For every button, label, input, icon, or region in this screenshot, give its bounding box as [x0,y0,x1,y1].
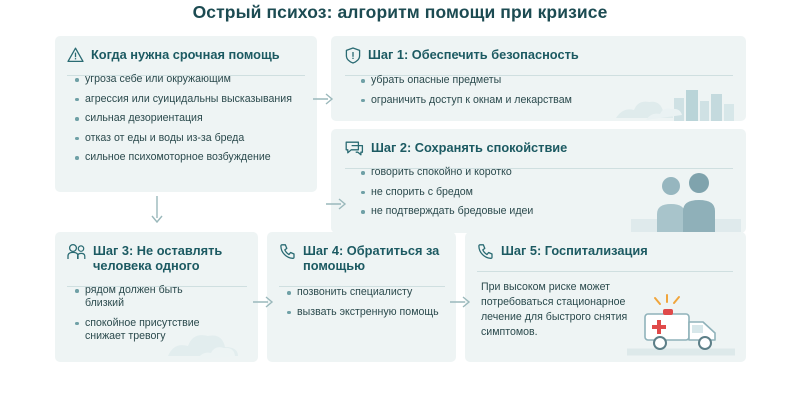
card-step-4 [267,232,456,362]
bullet-list [73,284,223,343]
arrow-step1-to-step2 [326,197,348,211]
card-title: Шаг 2: Сохранять спокойствие [371,140,568,155]
card-paragraph: При высоком риске может потребоваться стационарное лечение для быстрого снятия симптомов. [481,281,628,338]
phone-icon [477,243,494,260]
list-item: сильное психомоторное возбуждение [73,151,305,164]
bullet-list [73,73,305,164]
list-item: вызвать экстренную помощь [285,306,445,319]
bullet-list [359,166,659,218]
card-step-5 [465,232,746,362]
card-step-3 [55,232,258,362]
list-item: убрать опасные предметы [359,74,659,87]
arrow-step4-to-step5 [450,295,472,309]
divider [477,271,733,272]
list-item: отказ от еды и воды из-за бреда [73,132,305,145]
list-item: рядом должен быть близкий [73,284,223,310]
card-title: Когда нужна срочная помощь [91,47,280,62]
card-title: Шаг 3: Не оставлять человека одного [93,243,223,273]
list-item: спокойное присутствие снижает тревогу [73,317,223,343]
list-item: агрессия или суицидальны высказывания [73,93,305,106]
speech-bubble-icon [345,140,364,156]
list-item: ограничить доступ к окнам и лекарствам [359,94,659,107]
list-item: сильная дезориентация [73,112,305,125]
warning-triangle-icon [67,47,84,63]
page-title: Острый психоз: алгоритм помощи при кризисе [192,2,608,22]
card-title: Шаг 4: Обратиться за помощью [303,243,440,273]
card-title: Шаг 5: Госпитализация [501,243,648,258]
arrow-urgent-to-step3 [150,196,164,226]
list-item: говорить спокойно и коротко [359,166,659,179]
shield-icon [345,47,361,64]
list-item: не подтверждать бредовые идеи [359,205,659,218]
card-step-1 [331,36,746,121]
card-urgent-help [55,36,317,192]
arrow-step3-to-step4 [253,295,275,309]
list-item: позвонить специалисту [285,286,445,299]
card-title: Шаг 1: Обеспечить безопасность [368,47,579,62]
person-pair-icon [67,243,86,260]
arrow-urgent-to-step1 [313,92,335,106]
list-item: угроза себе или окружающим [73,73,305,86]
card-step-2 [331,129,746,233]
bullet-list [359,74,659,107]
list-item: не спорить с бредом [359,186,659,199]
phone-icon [279,243,296,260]
bullet-list [285,286,445,319]
